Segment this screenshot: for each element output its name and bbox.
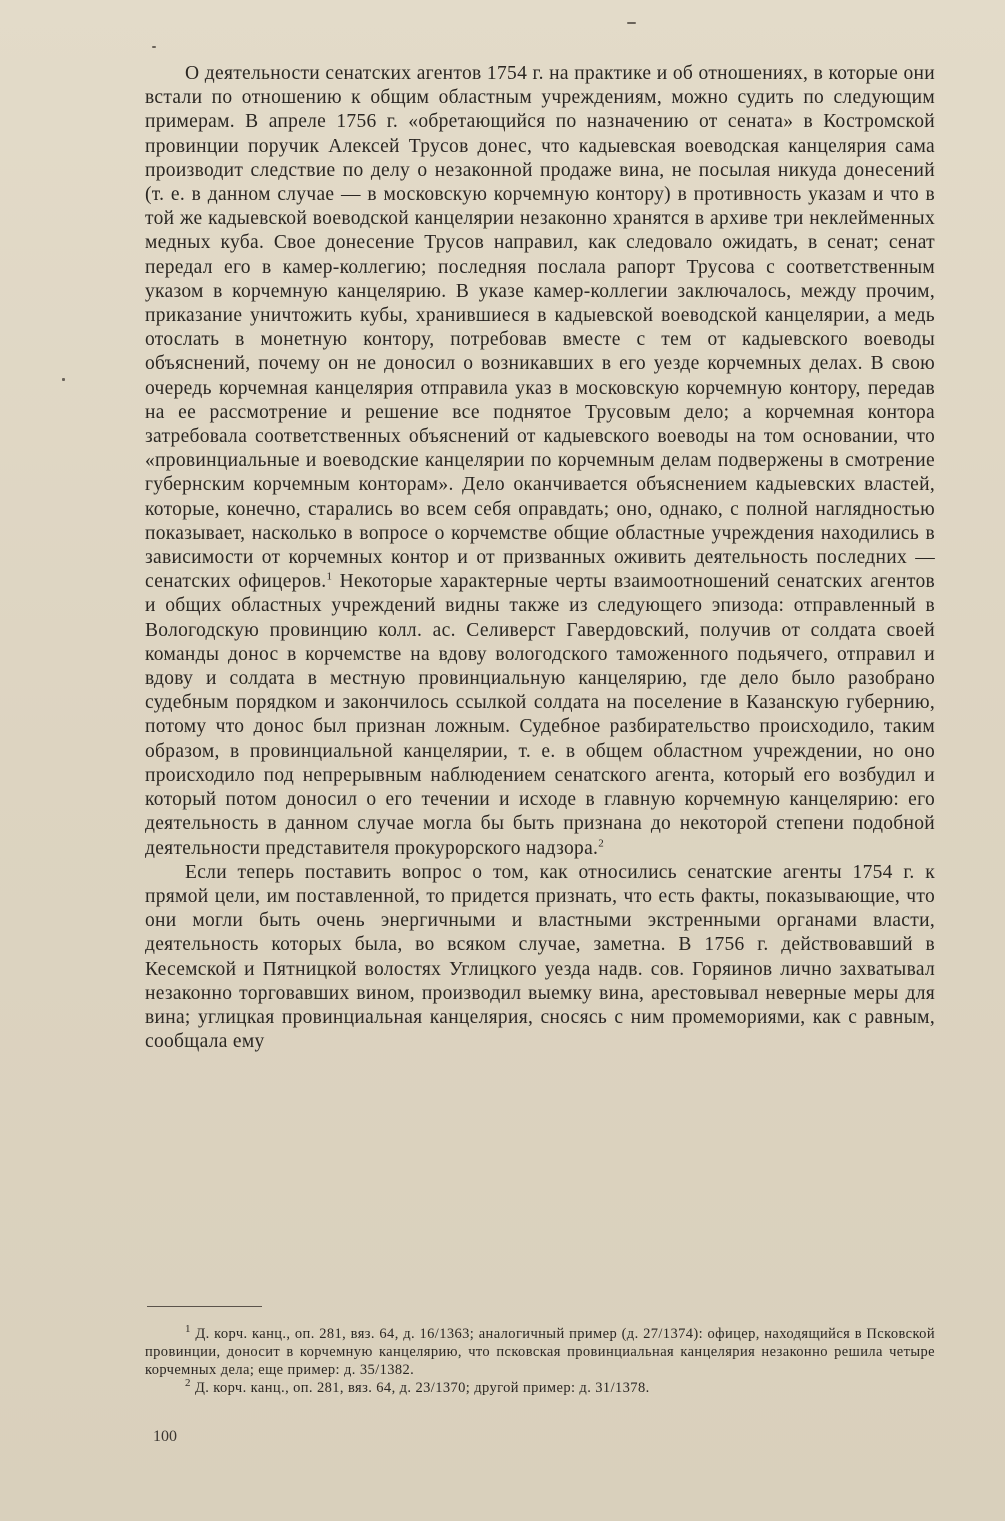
scan-speck (152, 46, 156, 48)
body-paragraph: О деятельности сенатских агентов 1754 г. на практике и об отношениях, в которые они встали по отношению к общим областным учреждениям, можно судить по следующим примерам. В апреле 1756 г. «обретающийся по назначению от сената» в Костромской провинции поручик Алексей Трусов донес, что кадыевская воеводская канцелярия сама производит следствие по делу о незаконной продаже вина, не посылая никуда донесений (т. е. в данном случае — в московскую корчемную контору) в противность указам и что в той же кадыевской воеводской канцелярии незаконно хранятся в архиве три неклейменных медных куба. Свое донесение Трусов направил, как следовало ожидать, в сенат; сенат передал его в камер-коллегию; последняя послала рапорт Трусова с соответственным указом в корчемную канцелярию. В указе камер-коллегии заключалось, между прочим, приказание уничтожить кубы, хранившиеся в кадыевской воеводской канцелярии, а медь отослать в монетную контору, потребовав вместе с тем от кадыевского воеводы объяснений, почему он не доносил о возникавших в его уезде корчемных делах. В свою очередь корчемная канцелярия отправила указ в московскую корчемную контору, передав на ее рассмотрение и решение все поднятое Трусовым дело; а корчемная контора затребовала соответственных объяснений от кадыевского воеводы на том основании, что «провинциальные и воеводские канцелярии по корчемным делам подвержены в смотрение губернским корчемным конторам». Дело оканчивается объяснением кадыевских властей, которые, конечно, старались во всем себя оправдать; оно, однако, с полной наглядностью показывает, насколько в вопросе о корчемстве общие областные учреждения находились в зависимости от корчемных контор и от призванных оживить деятельность последних — сенатских офицеров.$^1$ Некоторые характерные черты взаимоотношений сенатских агентов и общих областных учреждений видны также из следующего эпизода: отправленный в Вологодскую провинцию колл. ас. Селиверст Гавердовский, получив от солдата своей команды донос в корчемстве на вдову вологодского таможенного подьячего, отправил и вдову и солдата в местную провинциальную канцелярию, где дело было разобрано судебным порядком и закончилось ссылкой солдата на поселение в Казанскую губернию, потому что донос был признан ложным. Судебное разбирательство происходило, таким образом, в провинциальной канцелярии, т. е. в общем областном учреждении, но оно происходило под непрерывным наблюдением сенатского агента, который его возбудил и который потом доносил о его течении и исходе в главную корчемную канцелярию: его деятельность в данном случае могла бы быть признана до некоторой степени подобной деятельности представителя прокурорского надзора.$^2$ (145, 63, 935, 859)
body-text (145, 62, 935, 1054)
scan-speck (627, 22, 636, 24)
footnote: $^2$ Д. корч. канц., оп. 281, вяз. 64, д. 23/1370; другой пример: д. 31/1378. (185, 1377, 650, 1396)
footnote: $^1$ Д. корч. канц., оп. 281, вяз. 64, д. 16/1363; аналогичный пример (д. 27/1374): офицер, находящийся в Псковской провинции, доносит в корчемную канцелярию, что псковская провинциальная канцелярия незаконно решила четыре корчемных дела; еще пример: д. 35/1382. (145, 1323, 935, 1378)
footnote-divider (147, 1306, 262, 1307)
footnote-ref: 2 (598, 837, 605, 849)
page-number: 100 (153, 1428, 177, 1445)
scan-speck (62, 378, 65, 381)
body-paragraph: Если теперь поставить вопрос о том, как относились сенатские агенты 1754 г. к прямой цели, им поставленной, то придется признать, что есть факты, показывающие, что они могли быть очень энергичными и властными экстренными органами власти, деятельность которых была, во всяком случае, заметна. В 1756 г. действовавший в Кесемской и Пятницкой волостях Углицкого уезда надв. сов. Горяинов лично захватывал незаконно торговавших вином, производил выемку вина, арестовывал неверные меры для вина; углицкая провинциальная канцелярия, сносясь с ним промемориями, как с равным, сообщала ему (145, 861, 935, 1053)
footnotes (145, 1325, 935, 1397)
footnote-ref: 1 (326, 570, 333, 583)
